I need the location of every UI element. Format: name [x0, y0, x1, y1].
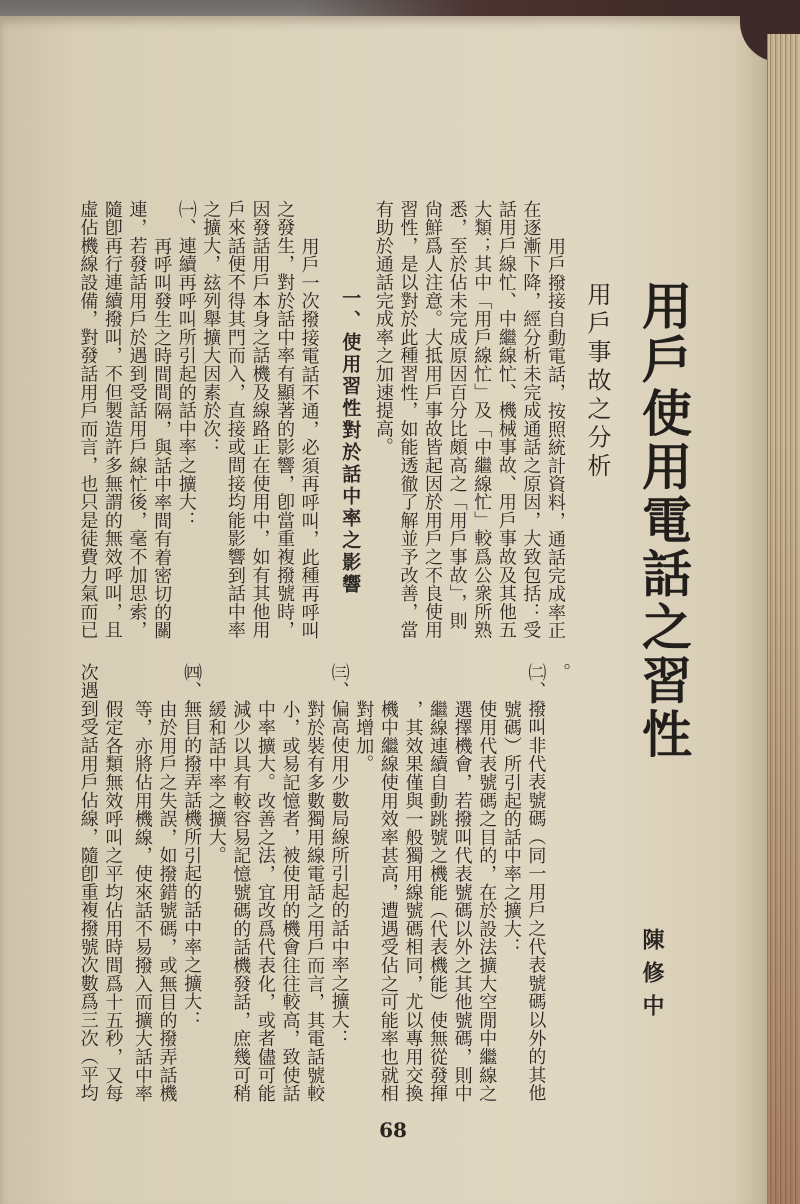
text-line: 等，亦將佔用機線，使來話不易撥入而擴大話中率 [131, 699, 153, 1103]
text-line: 戶來話便不得其門而入，直接或間接均能影響到話中率 [224, 200, 246, 640]
text-line: 選擇機會，若撥叫代表號碼以外之其他號碼，則中 [451, 699, 473, 1103]
text-line: 使用代表號碼之目的，在於設法擴大空閒中繼線之 [476, 699, 498, 1103]
upper-tier-text [75, 200, 567, 639]
article-author: 陳修中 [639, 928, 665, 1027]
text-line: 緩和話中率之擴大。 [205, 699, 227, 865]
text-line: 機中繼線使用效率甚高，遭遇受佔之可能率也就相 [377, 699, 399, 1103]
item-heading: ㈡、撥叫非代表號碼（同一用戶之代表號碼以外的其他 [525, 663, 547, 1103]
text-line: 用戶撥接自動電話，按照統計資料，通話完成率正 [545, 236, 566, 640]
text-line-continuation: 。 [550, 663, 571, 682]
page-number: 68 [379, 1118, 407, 1142]
text-line: 由於用戶之失誤，如撥錯號碼，或無目的撥弄話機 [156, 699, 178, 1103]
text-line: 因發話用戶本身之話機及線路正在使用中，如有其他用 [249, 200, 271, 640]
item-heading: ㈢、偏高使用少數局線所引起的話中率之擴大： [328, 663, 350, 1048]
item-heading: 號碼）所引起的話中率之擴大： [500, 699, 522, 956]
text-line: 對於裝有多數獨用線電話之用戶而言，其電話號較 [304, 699, 326, 1103]
text-line: 用戶一次撥接電話不通，必須再呼叫，此種再呼叫 [298, 236, 320, 640]
text-line: 虛佔機線設備，對發話用戶而言，也只是徒費力氣而已 [77, 200, 99, 640]
text-line: 在逐漸下降，經分析未完成通話之原因，大致包括：受 [520, 200, 542, 640]
text-line: 悉，至於佔未完成原因百分比頗高之「用戶事故」，則 [446, 200, 468, 631]
article-subtitle: 用戶事故之分析 [583, 282, 611, 482]
text-line: 減少以具有較容易記憶號碼的話機發話，庶幾可稍 [230, 699, 252, 1103]
text-line: 習性，是以對於此種習性，如能透徹了解並予改善，當 [397, 200, 419, 640]
text-line: 中率擴大。改善之法，宜改爲代表化，或者儘可能 [254, 699, 276, 1103]
text-line: 小，或易記憶者，被使用的機會往往較高，致使話 [279, 699, 301, 1103]
text-line: 尙鮮爲人注意。大抵用戶事故皆起因於用戶之不良使用 [422, 200, 444, 640]
text-line: 假定各類無效呼叫之平均佔用時間爲十五秒，又每 [102, 699, 124, 1103]
text-line: 有助於通話完成率之加速提高。 [372, 200, 394, 457]
item-heading: ㈠、連續再呼叫所引起的話中率之擴大： [175, 200, 197, 530]
item-heading: ㈣、無目的撥弄話機所引起的話中率之擴大： [181, 663, 203, 1029]
article-title: 用戶使用電話之習性 [634, 280, 693, 762]
text-line: 次遇到受話用戶佔線，隨卽重複撥號次數爲三次（平均 [77, 663, 99, 1103]
text-line: 隨卽再行連續撥叫，不但製造許多無謂的無效呼叫，且 [101, 200, 123, 640]
text-line: 連，若發話用戶於遇到受話用戶線忙後，毫不加思索， [126, 200, 148, 640]
text-line: 大類；其中「用戶線忙」及「中繼線忙」較爲公衆所熟 [471, 200, 493, 640]
lower-tier-text [75, 663, 572, 1102]
page-stack-edge [767, 34, 800, 1204]
text-line: 再呼叫發生之時間間隔，與話中率間有着密切的關 [151, 236, 173, 640]
text-line: 之發生，對於話中率有顯著的影響，卽當重複撥號時， [274, 200, 296, 640]
text-line: 話用戶線忙、中繼線忙、機械事故、用戶事故及其他五 [495, 200, 517, 640]
text-line: 之擴大，玆列舉擴大因素於次： [200, 200, 222, 457]
text-line: 繼線連續自動跳號之機能（代表機能）使無從發揮 [427, 699, 449, 1103]
text-line: 對增加。 [353, 699, 375, 773]
section-heading: 一、使用習性對於話中率之影響 [339, 288, 362, 596]
text-line: ，其效果僅與一般獨用線號碼相同，尤以專用交換 [402, 699, 424, 1103]
